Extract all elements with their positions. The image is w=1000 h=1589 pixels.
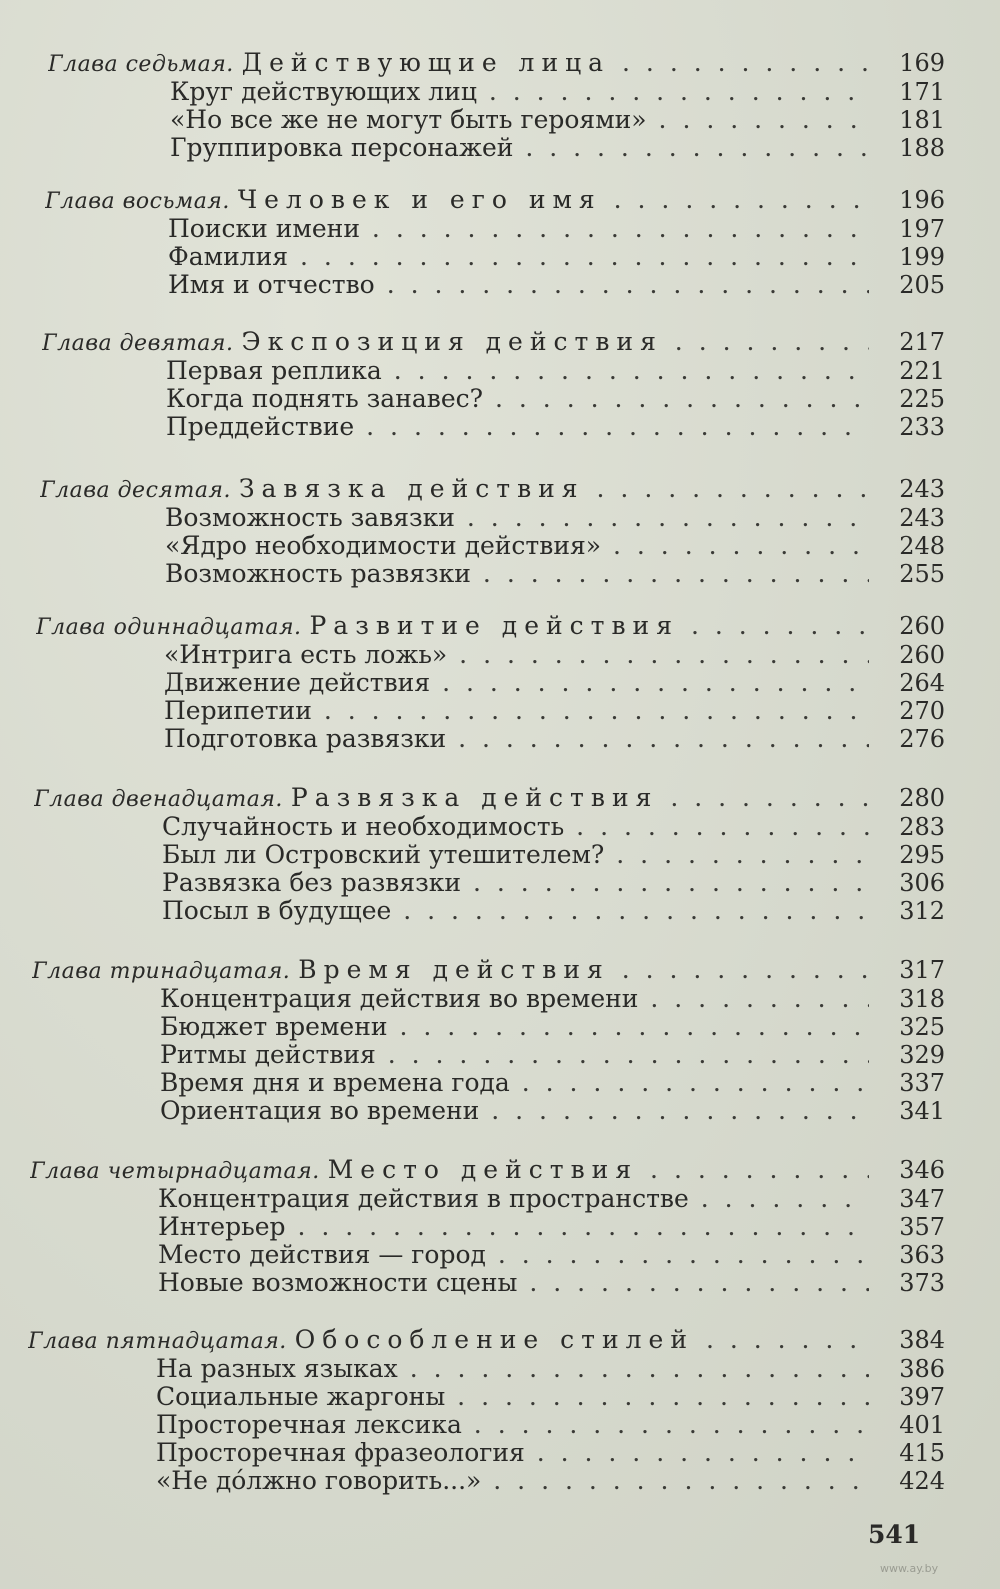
toc-chapter	[0, 327, 1000, 441]
page-number: 384	[899, 1326, 945, 1354]
toc-entry	[0, 243, 1000, 271]
entry-title: Концентрация действия в пространстве . . .	[158, 1185, 869, 1213]
chapter-lead: Глава тринадцатая.	[32, 959, 291, 984]
watermark: www.ay.by	[880, 1562, 939, 1575]
toc-entry	[0, 725, 1000, 753]
chapter-lead: Глава десятая.	[40, 478, 231, 503]
toc-entry	[0, 134, 1000, 162]
toc-entry	[0, 1013, 1000, 1041]
entry-title: «Не дóлжно говорить...» . . .	[156, 1467, 869, 1495]
toc-entry	[0, 1467, 1000, 1495]
toc-entry	[0, 1097, 1000, 1125]
toc-entry	[0, 813, 1000, 841]
toc-entry	[0, 985, 1000, 1013]
page-number: 347	[899, 1185, 945, 1213]
entry-title: Посыл в будущее . . .	[162, 897, 869, 925]
chapter-title: Место действия	[327, 1155, 639, 1184]
page-number: 276	[899, 725, 945, 753]
chapter-title: Обособление стилей	[294, 1325, 694, 1354]
page-number: 415	[899, 1439, 945, 1467]
toc-entry	[0, 869, 1000, 897]
chapter-lead: Глава четырнадцатая.	[30, 1159, 320, 1184]
toc-entry	[0, 560, 1000, 588]
page-number: 243	[899, 475, 945, 503]
toc-entry	[0, 385, 1000, 413]
toc-chapter	[0, 474, 1000, 588]
page-number: 197	[899, 215, 945, 243]
chapter-title: Экспозиция действия	[241, 327, 663, 356]
entry-title: Место действия — город . . .	[158, 1241, 869, 1269]
chapter-heading	[0, 1155, 1000, 1185]
page-number: 357	[899, 1213, 945, 1241]
page-number: 318	[899, 985, 945, 1013]
entry-title: Концентрация действия во времени . . .	[160, 985, 869, 1013]
entry-title: Социальные жаргоны . . .	[156, 1383, 869, 1411]
toc-entry	[0, 215, 1000, 243]
entry-title: Развязка без развязки . . .	[162, 869, 869, 897]
toc-entry	[0, 1269, 1000, 1297]
entry-title: Круг действующих лиц . . .	[170, 78, 869, 106]
chapter-title: Действующие лица	[241, 48, 611, 77]
page-number: 199	[899, 243, 945, 271]
toc-chapter	[0, 1325, 1000, 1495]
chapter-lead: Глава девятая.	[42, 331, 234, 356]
entry-title: Время дня и времена года . . .	[160, 1069, 869, 1097]
page-number: 397	[899, 1383, 945, 1411]
toc-entry	[0, 1185, 1000, 1213]
page-number: 260	[899, 641, 945, 669]
page-number: 196	[899, 186, 945, 214]
entry-title: Случайность и необходимость . . .	[162, 813, 869, 841]
page-number: 317	[899, 956, 945, 984]
chapter-lead: Глава одиннадцатая.	[36, 615, 302, 640]
chapter-lead: Глава восьмая.	[45, 189, 230, 214]
chapter-title: Завязка действия	[238, 474, 585, 503]
entry-title: Ориентация во времени . . .	[160, 1097, 869, 1125]
entry-title: На разных языках . . .	[156, 1355, 869, 1383]
chapter-heading	[0, 1325, 1000, 1355]
toc-entry	[0, 504, 1000, 532]
toc-entry	[0, 357, 1000, 385]
entry-title: Возможность развязки . . .	[165, 560, 869, 588]
chapter-heading	[0, 185, 1000, 215]
chapter-title: Время действия	[298, 955, 610, 984]
toc-entry	[0, 271, 1000, 299]
chapter-title: Развязка действия	[290, 783, 659, 812]
toc-chapter	[0, 48, 1000, 162]
toc-entry	[0, 413, 1000, 441]
page-number: 280	[899, 784, 945, 812]
page-number: 181	[899, 106, 945, 134]
page-number: 306	[899, 869, 945, 897]
page-number: 363	[899, 1241, 945, 1269]
chapter-heading	[0, 327, 1000, 357]
page-number: 283	[899, 813, 945, 841]
toc-entry	[0, 1355, 1000, 1383]
entry-title: Был ли Островский утешителем? . . .	[162, 841, 869, 869]
toc-entry	[0, 532, 1000, 560]
chapter-heading	[0, 611, 1000, 641]
entry-title: Возможность завязки . . .	[165, 504, 869, 532]
page-number: 386	[899, 1355, 945, 1383]
page-number: 295	[899, 841, 945, 869]
toc-entry	[0, 669, 1000, 697]
toc-entry	[0, 897, 1000, 925]
chapter-lead: Глава двенадцатая.	[34, 787, 283, 812]
chapter-lead: Глава седьмая.	[48, 52, 234, 77]
entry-title: Новые возможности сцены . . .	[158, 1269, 869, 1297]
page-number: 225	[899, 385, 945, 413]
page-number: 260	[899, 612, 945, 640]
entry-title: Перипетии . . .	[164, 697, 869, 725]
entry-title: «Интрига есть ложь» . . .	[164, 641, 869, 669]
chapter-heading	[0, 474, 1000, 504]
toc-entry	[0, 1241, 1000, 1269]
entry-title: Интерьер . . .	[158, 1213, 869, 1241]
toc-entry	[0, 1069, 1000, 1097]
page-number: 264	[899, 669, 945, 697]
page-number: 221	[899, 357, 945, 385]
entry-title: Имя и отчество . . .	[168, 271, 869, 299]
toc-entry	[0, 697, 1000, 725]
entry-title: «Но все же не могут быть героями» . . .	[170, 106, 869, 134]
page-number: 337	[899, 1069, 945, 1097]
page-number: 243	[899, 504, 945, 532]
page-number: 341	[899, 1097, 945, 1125]
page-number: 325	[899, 1013, 945, 1041]
entry-title: Подготовка развязки . . .	[164, 725, 869, 753]
entry-title: Просторечная фразеология . . .	[156, 1439, 869, 1467]
entry-title: Движение действия . . .	[164, 669, 869, 697]
toc-chapter	[0, 185, 1000, 299]
chapter-heading	[0, 955, 1000, 985]
toc-entry	[0, 1411, 1000, 1439]
entry-title: Первая реплика . . .	[166, 357, 869, 385]
toc-entry	[0, 78, 1000, 106]
toc-entry	[0, 1439, 1000, 1467]
chapter-title: Развитие действия	[309, 611, 679, 640]
page-number: 169	[899, 49, 945, 77]
toc-entry	[0, 1383, 1000, 1411]
toc-entry	[0, 841, 1000, 869]
toc-chapter	[0, 1155, 1000, 1297]
page-number: 233	[899, 413, 945, 441]
page-number: 312	[899, 897, 945, 925]
page-number: 248	[899, 532, 945, 560]
page-number: 171	[899, 78, 945, 106]
entry-title: Группировка персонажей . . .	[170, 134, 869, 162]
entry-title: «Ядро необходимости действия» . . .	[165, 532, 869, 560]
page-number: 255	[899, 560, 945, 588]
entry-title: Преддействие . . .	[166, 413, 869, 441]
chapter-heading	[0, 783, 1000, 813]
entry-title: Когда поднять занавес? . . .	[166, 385, 869, 413]
page-number: 217	[899, 328, 945, 356]
page-number: 188	[899, 134, 945, 162]
page-number: 373	[899, 1269, 945, 1297]
toc-chapter	[0, 955, 1000, 1125]
toc-chapter	[0, 611, 1000, 753]
page-number: 401	[899, 1411, 945, 1439]
page-number: 424	[899, 1467, 945, 1495]
entry-title: Поиски имени . . .	[168, 215, 869, 243]
entry-title: Просторечная лексика . . .	[156, 1411, 869, 1439]
page-number: 329	[899, 1041, 945, 1069]
toc-entry	[0, 641, 1000, 669]
chapter-lead: Глава пятнадцатая.	[28, 1329, 287, 1354]
page-number: 205	[899, 271, 945, 299]
toc-chapter	[0, 783, 1000, 925]
page-number: 346	[899, 1156, 945, 1184]
chapter-heading	[0, 48, 1000, 78]
chapter-title: Человек и его имя	[237, 185, 602, 214]
toc-entry	[0, 1213, 1000, 1241]
entry-title: Фамилия . . .	[168, 243, 869, 271]
entry-title: Бюджет времени . . .	[160, 1013, 869, 1041]
toc-entry	[0, 1041, 1000, 1069]
toc-entry	[0, 106, 1000, 134]
entry-title: Ритмы действия . . .	[160, 1041, 869, 1069]
page-folio: 541	[868, 1520, 921, 1549]
page-number: 270	[899, 697, 945, 725]
